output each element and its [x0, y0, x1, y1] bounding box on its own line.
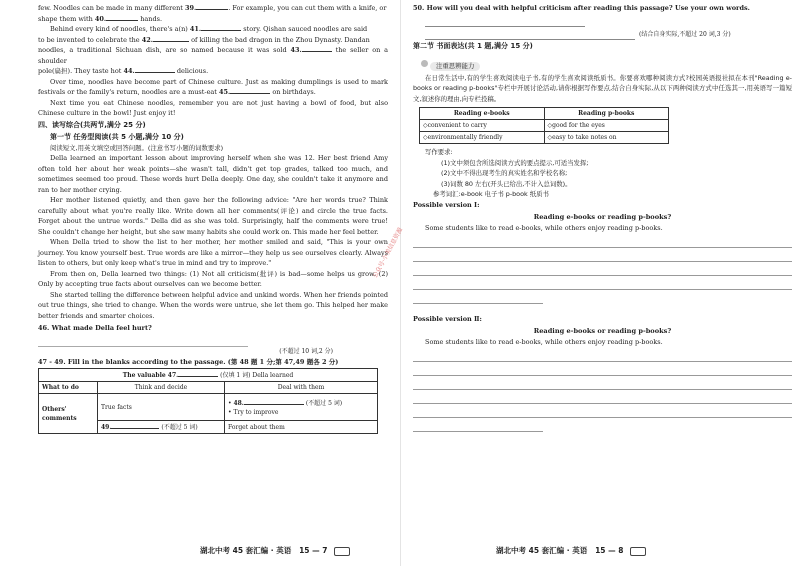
watermark: 公众号·小美信息资源	[371, 226, 405, 280]
row-header: Others' comments	[39, 394, 98, 434]
question-50: 50. How will you deal with helpful criticism after reading this passage? Use your own words.	[413, 4, 750, 12]
table-title: The valuable 47. (仅填 1 词) Della learned	[39, 369, 378, 382]
answer-blank-44[interactable]	[135, 66, 175, 73]
answer-blank-49[interactable]	[111, 422, 159, 429]
answer-line-46[interactable]	[38, 334, 248, 347]
page-footer: 湖北中考 45 套汇编 · 英语 15 — 7	[200, 545, 350, 556]
reading-paragraph: When Della tried to show the list to her mother, her mother smiled and said, "This is your own journey. You know yourself best. True words are like a mirror—they help us see ourselves clearly. Always listen to others, but only keep what's true in mind and try to improve."	[38, 238, 388, 267]
essay-title: Reading e-books or reading p-books?	[533, 213, 672, 221]
reading-paragraph: She started telling the difference between helpful advice and unkind words. When her friends pointed out true things, she tried to change. When the words were untrue, she let them go. This helped her make better friends and smarter choices.	[38, 290, 388, 320]
question-46: 46. What made Della feel hurt?	[38, 324, 152, 332]
reading-paragraph: From then on, Della learned two things: (1) Not all criticism(批评) is bad—some helps us grow. (2) Only by accepting true facts about ourselves can we become better.	[38, 269, 388, 288]
answer-blank-48[interactable]	[244, 398, 304, 405]
skill-badge: 注重思辨能力	[421, 53, 792, 72]
passage-line: Over time, noodles have become part of Chinese culture. Just as making dumplings is used to mark festivals or the family's return, noodles are a must-eat 45. on birthdays.	[38, 77, 388, 96]
requirement: (1)文中须包含所选阅读方式的要点提示,可适当发挥;	[441, 158, 589, 167]
answer-line-50[interactable]	[425, 14, 585, 27]
part-heading: 第一节 任务型阅读(共 5 小题,满分 10 分)	[50, 132, 184, 141]
writing-area-1[interactable]	[413, 234, 792, 304]
answer-blank-41[interactable]	[201, 24, 241, 31]
table-cell: Forget about them	[225, 421, 378, 434]
question-47-49: 47 - 49. Fill in the blanks according to the passage. (第 48 题 1 分;第 47,49 题各 2 分)	[38, 357, 339, 366]
points-table	[419, 107, 669, 144]
table-cell: ◇good for the eyes	[544, 120, 669, 132]
fill-table	[38, 368, 378, 434]
version-1-label: Possible version Ⅰ:	[413, 200, 480, 209]
instructions: 阅读短文,用英文填空或回答问题。(注意书写小题的词数要求)	[50, 143, 224, 152]
col-header: Deal with them	[225, 382, 378, 394]
passage-line: shape them with 40. hands.	[38, 14, 163, 23]
answer-blank-47[interactable]	[178, 370, 218, 377]
logo-icon	[630, 547, 646, 556]
essay-title: Reading e-books or reading p-books?	[533, 327, 672, 335]
table-cell: True facts	[98, 394, 225, 421]
answer-blank-45[interactable]	[230, 87, 270, 94]
answer-blank-39[interactable]	[196, 3, 228, 10]
col-header: Reading e-books	[420, 108, 545, 120]
essay-first-line: Some students like to read e-books, while others enjoy reading p-books.	[425, 338, 663, 346]
version-2-label: Possible version Ⅱ:	[413, 314, 482, 323]
passage-line: Behind every kind of noodles, there's a(n) 41. story. Qishan sauced noodles are said	[50, 25, 368, 33]
col-header: Think and decide	[98, 382, 225, 394]
table-cell: ◇convenient to carry	[420, 120, 545, 132]
passage-line: few. Noodles can be made in many different 39. . For example, you can cut them with a knife, or	[38, 4, 387, 12]
passage-line: pole(扁担). They taste hot 44. delicious.	[38, 67, 209, 75]
table-cell: 49. (不超过 5 词)	[98, 421, 225, 434]
col-header: What to do	[39, 382, 98, 394]
section-heading: 四、读写综合(共两节,满分 25 分)	[38, 120, 146, 129]
col-header: Reading p-books	[544, 108, 669, 120]
requirements-title: 写作要求:	[425, 148, 453, 156]
reference-vocab: 参考词汇:e-book 电子书 p-book 纸质书	[433, 190, 549, 198]
passage-line: to be invented to celebrate the 42. of killing the bad dragon in the Zhou Dynasty. Dandan	[38, 35, 370, 44]
answer-blank-40[interactable]	[106, 14, 138, 21]
writing-prompt: 在日常生活中,有的学生喜欢阅读电子书,有的学生喜欢阅读纸质书。你要喜欢哪种阅读方式?校园英语报社拟在本刊"Reading e-books or reading p-books"专栏中开展讨论活动,请你根据写作要点,结合自身实际,从以下两种阅读方式中任选其一,用英语写一篇短文,叙述你的理由,向专栏投稿。	[413, 73, 792, 103]
passage-line: noodles, a traditional Sichuan dish, are so named because it was sold 43. the seller on a shoulder	[38, 46, 388, 65]
logo-icon	[334, 547, 350, 556]
page-footer: 湖北中考 45 套汇编 · 英语 15 — 8	[496, 545, 646, 556]
badge-icon	[421, 60, 428, 67]
word-limit-note: (结合自身实际,不超过 20 词,3 分)	[639, 30, 731, 38]
answer-blank-43[interactable]	[302, 45, 332, 52]
answer-blank-42[interactable]	[153, 35, 189, 42]
word-limit-note: (不超过 10 词,2 分)	[279, 347, 333, 355]
right-page	[400, 0, 800, 566]
reading-paragraph: Her mother listened quietly, and then gave her the following advice: "Are her words true? Think carefully about what you're really like. Write down all her comments(评论) and circle the true facts. Forget about the untrue words." Della did as she was told. Surprisingly, half the comments were true! She couldn't change her height, but she saw many habits she could work on. This made her feel better.	[38, 196, 388, 236]
requirement: (3)词数 80 左右(开头已给出,不计入总词数)。	[441, 179, 572, 188]
part-heading: 第二节 书面表达(共 1 题,满分 15 分)	[413, 41, 533, 50]
writing-area-2[interactable]	[413, 348, 792, 432]
passage-line: Next time you eat Chinese noodles, remember you are not just having a bowl of food, but also Chinese culture in the bowl! Just enjoy it!	[38, 98, 388, 117]
reading-paragraph: Della learned an important lesson about improving herself when she was 12. Her best friend Amy often told her about her weak points—she wasn't tall, didn't get top grades, talked too much, and sometimes seemed too proud. These words hurt Della deeply. One day, she couldn't take it anymore and ran to her mother crying.	[38, 154, 388, 194]
answer-line-50[interactable]	[425, 27, 635, 40]
table-cell: ◇environmentally friendly	[420, 132, 545, 144]
table-cell: ◇easy to take notes on	[544, 132, 669, 144]
table-cell: • 48. (不超过 5 词) • Try to improve	[225, 394, 378, 421]
requirement: (2)文中不得出现考生的真实姓名和学校名称;	[441, 169, 568, 177]
essay-first-line: Some students like to read e-books, while others enjoy reading p-books.	[425, 224, 663, 232]
